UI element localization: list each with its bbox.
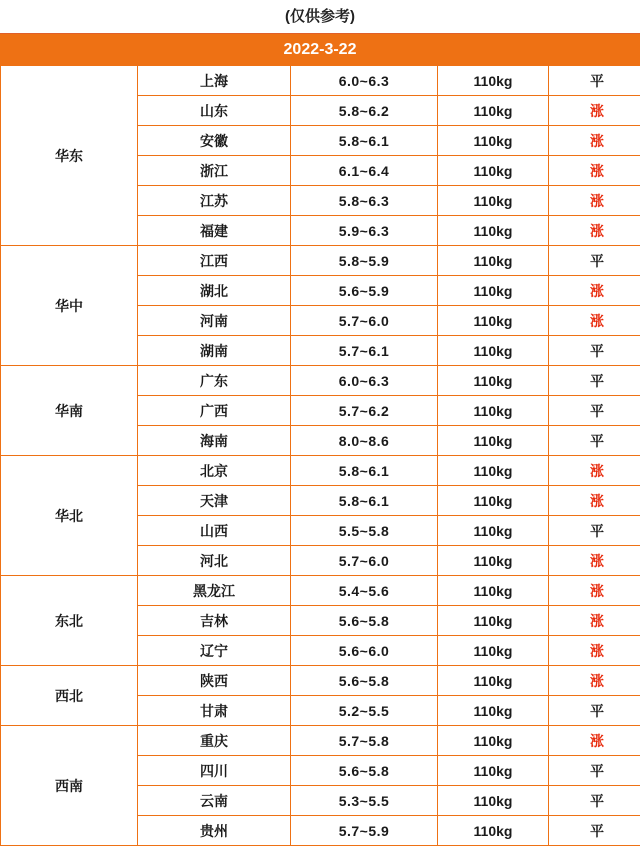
province-cell: 江西 — [138, 246, 291, 276]
region-cell: 东北 — [1, 576, 138, 666]
trend-cell: 涨 — [549, 216, 640, 246]
weight-cell: 110kg — [438, 246, 549, 276]
province-cell: 四川 — [138, 756, 291, 786]
table-row — [1, 456, 640, 486]
price-cell: 5.6~5.8 — [291, 666, 438, 696]
trend-cell: 平 — [549, 66, 640, 96]
trend-cell: 平 — [549, 246, 640, 276]
trend-cell: 涨 — [549, 186, 640, 216]
trend-cell: 平 — [549, 366, 640, 396]
province-cell: 甘肃 — [138, 696, 291, 726]
province-cell: 陕西 — [138, 666, 291, 696]
price-cell: 5.6~5.9 — [291, 276, 438, 306]
price-cell: 5.7~5.8 — [291, 726, 438, 756]
price-cell: 5.9~6.3 — [291, 216, 438, 246]
region-cell: 西南 — [1, 726, 138, 846]
trend-cell: 平 — [549, 426, 640, 456]
province-cell: 广西 — [138, 396, 291, 426]
trend-cell: 涨 — [549, 576, 640, 606]
price-cell: 5.8~6.2 — [291, 96, 438, 126]
weight-cell: 110kg — [438, 126, 549, 156]
price-cell: 5.8~6.1 — [291, 486, 438, 516]
trend-cell: 涨 — [549, 126, 640, 156]
trend-cell: 涨 — [549, 306, 640, 336]
region-cell: 华北 — [1, 456, 138, 576]
province-cell: 江苏 — [138, 186, 291, 216]
region-cell: 西北 — [1, 666, 138, 726]
weight-cell: 110kg — [438, 756, 549, 786]
price-cell: 5.3~5.5 — [291, 786, 438, 816]
weight-cell: 110kg — [438, 606, 549, 636]
price-cell: 5.8~5.9 — [291, 246, 438, 276]
price-cell: 5.7~6.2 — [291, 396, 438, 426]
price-cell: 5.5~5.8 — [291, 516, 438, 546]
price-cell: 5.4~5.6 — [291, 576, 438, 606]
pig-price-table — [0, 65, 640, 846]
trend-cell: 平 — [549, 696, 640, 726]
trend-cell: 平 — [549, 516, 640, 546]
weight-cell: 110kg — [438, 726, 549, 756]
price-cell: 5.2~5.5 — [291, 696, 438, 726]
weight-cell: 110kg — [438, 696, 549, 726]
price-cell: 5.6~5.8 — [291, 606, 438, 636]
weight-cell: 110kg — [438, 306, 549, 336]
price-cell: 5.8~6.1 — [291, 126, 438, 156]
province-cell: 广东 — [138, 366, 291, 396]
trend-cell: 平 — [549, 756, 640, 786]
weight-cell: 110kg — [438, 816, 549, 846]
table-body — [1, 66, 640, 846]
weight-cell: 110kg — [438, 636, 549, 666]
table-row — [1, 726, 640, 756]
price-cell: 6.0~6.3 — [291, 66, 438, 96]
trend-cell: 涨 — [549, 156, 640, 186]
trend-cell: 涨 — [549, 486, 640, 516]
province-cell: 重庆 — [138, 726, 291, 756]
province-cell: 北京 — [138, 456, 291, 486]
trend-cell: 涨 — [549, 666, 640, 696]
province-cell: 辽宁 — [138, 636, 291, 666]
province-cell: 湖南 — [138, 336, 291, 366]
weight-cell: 110kg — [438, 156, 549, 186]
weight-cell: 110kg — [438, 216, 549, 246]
province-cell: 天津 — [138, 486, 291, 516]
price-cell: 8.0~8.6 — [291, 426, 438, 456]
price-cell: 5.7~6.0 — [291, 306, 438, 336]
trend-cell: 涨 — [549, 546, 640, 576]
disclaimer-note: (仅供参考) — [0, 0, 640, 34]
region-cell: 华南 — [1, 366, 138, 456]
table-row — [1, 246, 640, 276]
trend-cell: 涨 — [549, 96, 640, 126]
province-cell: 福建 — [138, 216, 291, 246]
table-row — [1, 366, 640, 396]
trend-cell: 平 — [549, 336, 640, 366]
province-cell: 黑龙江 — [138, 576, 291, 606]
table-row — [1, 576, 640, 606]
weight-cell: 110kg — [438, 96, 549, 126]
weight-cell: 110kg — [438, 186, 549, 216]
trend-cell: 涨 — [549, 636, 640, 666]
province-cell: 海南 — [138, 426, 291, 456]
province-cell: 贵州 — [138, 816, 291, 846]
trend-cell: 涨 — [549, 606, 640, 636]
province-cell: 山东 — [138, 96, 291, 126]
trend-cell: 平 — [549, 816, 640, 846]
date-header: 2022-3-22 — [0, 34, 640, 65]
price-cell: 5.8~6.3 — [291, 186, 438, 216]
region-cell: 华中 — [1, 246, 138, 366]
province-cell: 安徽 — [138, 126, 291, 156]
province-cell: 浙江 — [138, 156, 291, 186]
province-cell: 湖北 — [138, 276, 291, 306]
table-row — [1, 66, 640, 96]
weight-cell: 110kg — [438, 786, 549, 816]
table-row — [1, 666, 640, 696]
weight-cell: 110kg — [438, 426, 549, 456]
weight-cell: 110kg — [438, 516, 549, 546]
price-cell: 5.7~5.9 — [291, 816, 438, 846]
price-cell: 5.8~6.1 — [291, 456, 438, 486]
province-cell: 河北 — [138, 546, 291, 576]
weight-cell: 110kg — [438, 456, 549, 486]
price-cell: 5.7~6.0 — [291, 546, 438, 576]
province-cell: 山西 — [138, 516, 291, 546]
weight-cell: 110kg — [438, 66, 549, 96]
price-cell: 5.7~6.1 — [291, 336, 438, 366]
weight-cell: 110kg — [438, 576, 549, 606]
weight-cell: 110kg — [438, 486, 549, 516]
price-cell: 5.6~6.0 — [291, 636, 438, 666]
price-cell: 6.0~6.3 — [291, 366, 438, 396]
weight-cell: 110kg — [438, 276, 549, 306]
region-cell: 华东 — [1, 66, 138, 246]
weight-cell: 110kg — [438, 366, 549, 396]
trend-cell: 平 — [549, 786, 640, 816]
price-cell: 6.1~6.4 — [291, 156, 438, 186]
price-cell: 5.6~5.8 — [291, 756, 438, 786]
province-cell: 云南 — [138, 786, 291, 816]
trend-cell: 涨 — [549, 456, 640, 486]
province-cell: 上海 — [138, 66, 291, 96]
weight-cell: 110kg — [438, 336, 549, 366]
weight-cell: 110kg — [438, 666, 549, 696]
trend-cell: 涨 — [549, 276, 640, 306]
trend-cell: 涨 — [549, 726, 640, 756]
weight-cell: 110kg — [438, 546, 549, 576]
weight-cell: 110kg — [438, 396, 549, 426]
province-cell: 河南 — [138, 306, 291, 336]
trend-cell: 平 — [549, 396, 640, 426]
province-cell: 吉林 — [138, 606, 291, 636]
